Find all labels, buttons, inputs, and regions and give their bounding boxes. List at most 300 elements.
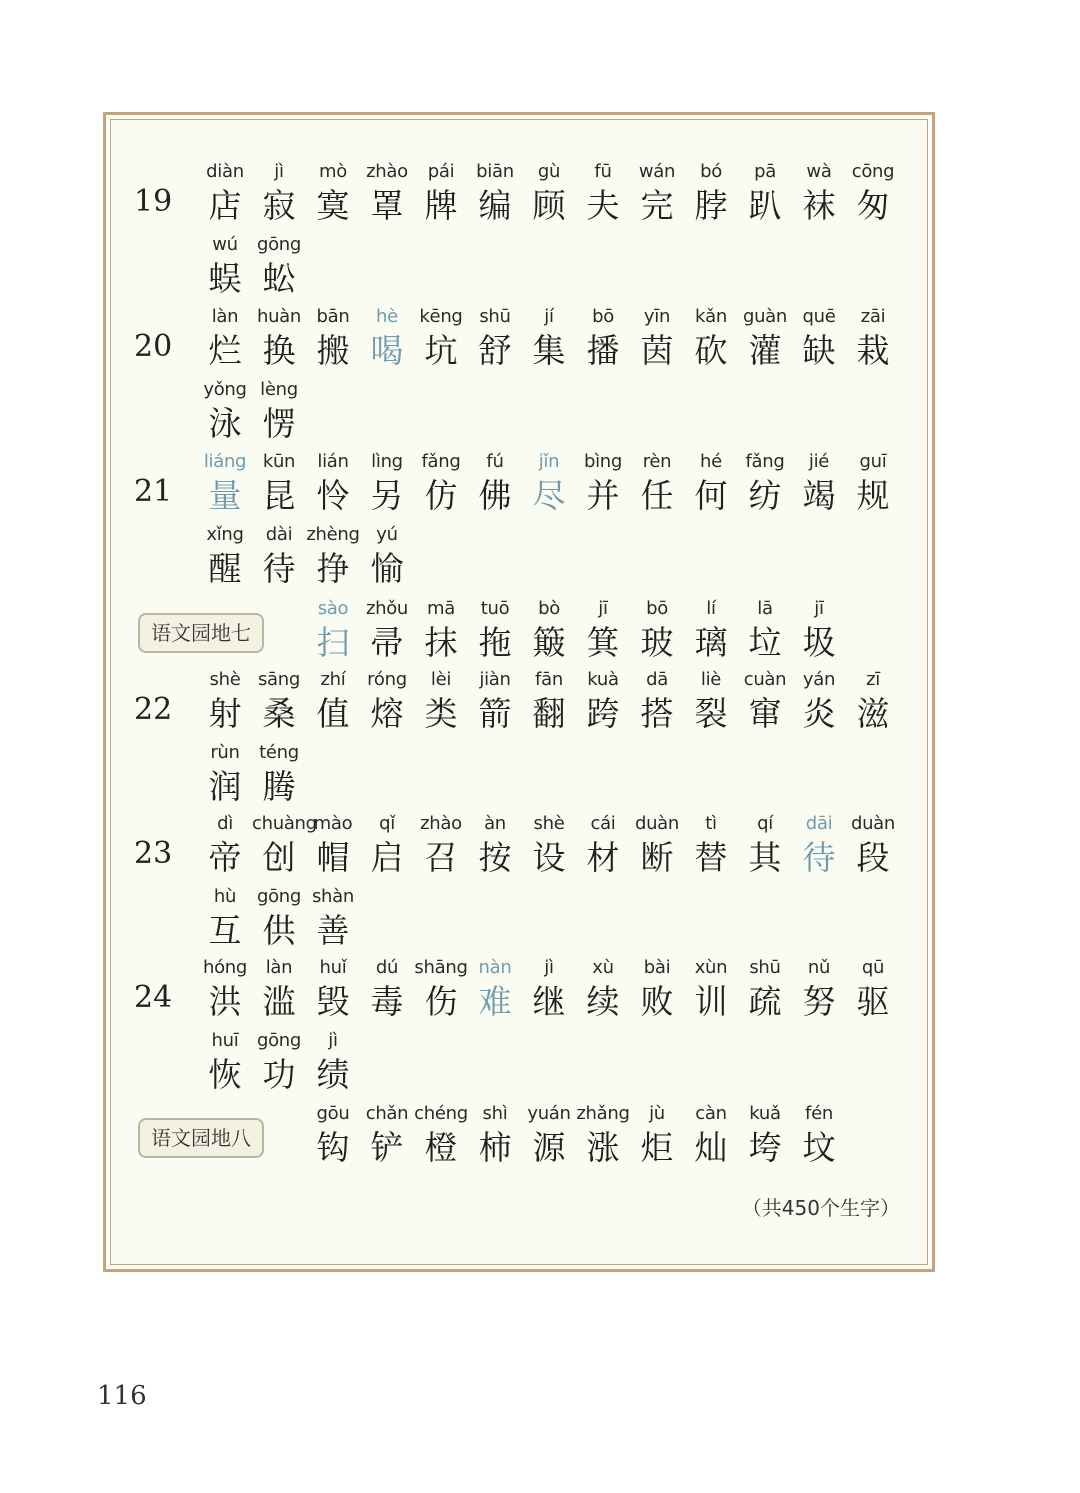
pinyin: shè (209, 669, 241, 690)
pinyin: sāng (257, 669, 301, 690)
pinyin: bò (538, 598, 560, 619)
pinyin: cuàn (743, 669, 787, 690)
char-cell (252, 450, 306, 520)
char-cell (414, 597, 468, 667)
pinyin: xùn (694, 957, 728, 978)
char-cell (360, 812, 414, 882)
hanzi: 段 (856, 838, 890, 877)
pinyin: jié (808, 451, 830, 472)
hanzi: 待 (802, 838, 836, 877)
char-cell (576, 956, 630, 1026)
pinyin: shū (749, 957, 781, 978)
hanzi: 扫 (316, 623, 350, 662)
lesson-number: 24 (134, 980, 173, 1015)
hanzi: 窜 (748, 694, 782, 733)
hanzi: 播 (586, 331, 620, 370)
pinyin: lèi (430, 669, 452, 690)
pinyin: zhào (366, 161, 408, 182)
pinyin: jì (274, 161, 284, 182)
char-cell (306, 668, 360, 738)
hanzi: 编 (478, 186, 512, 225)
pinyin: shū (479, 306, 511, 327)
pinyin: pā (754, 161, 776, 182)
char-row (0, 305, 1080, 375)
char-cell (360, 956, 414, 1026)
hanzi: 熔 (370, 694, 404, 733)
hanzi: 趴 (748, 186, 782, 225)
hanzi: 顾 (532, 186, 566, 225)
hanzi: 败 (640, 982, 674, 1021)
pinyin: qū (861, 957, 885, 978)
hanzi: 抹 (424, 623, 458, 662)
char-cell-polyphone (792, 812, 846, 882)
hanzi: 其 (748, 838, 782, 877)
hanzi: 涨 (586, 1128, 620, 1167)
hanzi: 璃 (694, 623, 728, 662)
hanzi: 量 (208, 476, 242, 515)
char-cell (306, 450, 360, 520)
hanzi: 帚 (370, 623, 404, 662)
char-cell (414, 160, 468, 230)
page-number: 116 (97, 1381, 147, 1411)
pinyin: lèng (260, 379, 298, 400)
hanzi: 恢 (208, 1055, 242, 1094)
hanzi: 箕 (586, 623, 620, 662)
hanzi: 炎 (802, 694, 836, 733)
pinyin: bài (643, 957, 671, 978)
char-cell (792, 956, 846, 1026)
pinyin: liáng (203, 451, 247, 472)
pinyin: kēng (419, 306, 463, 327)
hanzi: 栽 (856, 331, 890, 370)
pinyin: zhǒu (365, 598, 409, 619)
pinyin: rùn (210, 742, 240, 763)
pinyin: jiàn (479, 669, 511, 690)
pinyin: bō (646, 598, 668, 619)
hanzi: 翻 (532, 694, 566, 733)
char-cell (738, 305, 792, 375)
hanzi: 裂 (694, 694, 728, 733)
char-row (0, 668, 1080, 738)
pinyin: mā (427, 598, 455, 619)
char-cell (630, 597, 684, 667)
hanzi: 竭 (802, 476, 836, 515)
pinyin: quē (802, 306, 836, 327)
pinyin: fǎng (745, 451, 785, 472)
hanzi: 钩 (316, 1128, 350, 1167)
pinyin: mò (319, 161, 347, 182)
lesson-number: 23 (134, 836, 173, 871)
hanzi: 完 (640, 186, 674, 225)
pinyin: cōng (851, 161, 895, 182)
pinyin: duàn (850, 813, 896, 834)
pinyin: bō (592, 306, 614, 327)
char-cell (738, 812, 792, 882)
char-cell (252, 956, 306, 1026)
hanzi: 洪 (208, 982, 242, 1021)
char-cell (468, 597, 522, 667)
pinyin: gōng (256, 886, 302, 907)
pinyin: hè (376, 306, 398, 327)
hanzi: 创 (262, 838, 296, 877)
pinyin: xù (592, 957, 614, 978)
char-row (0, 160, 1080, 230)
char-cell (306, 523, 360, 593)
char-row (0, 233, 1080, 303)
pinyin: jī (814, 598, 824, 619)
pinyin: shè (533, 813, 565, 834)
hanzi: 何 (694, 476, 728, 515)
pinyin: zhèng (306, 524, 360, 545)
char-cell (630, 1102, 684, 1172)
hanzi: 砍 (694, 331, 728, 370)
char-cell (414, 956, 468, 1026)
char-cell (468, 1102, 522, 1172)
char-cell (414, 668, 468, 738)
pinyin: dāi (805, 813, 833, 834)
pinyin: càn (695, 1103, 727, 1124)
pinyin: bó (700, 161, 722, 182)
pinyin: zhào (420, 813, 462, 834)
char-cell (306, 885, 360, 955)
hanzi: 供 (262, 911, 296, 950)
hanzi: 玻 (640, 623, 674, 662)
hanzi: 蚣 (262, 259, 296, 298)
hanzi: 灿 (694, 1128, 728, 1167)
hanzi: 材 (586, 838, 620, 877)
char-cell (630, 956, 684, 1026)
pinyin: wú (212, 234, 238, 255)
pinyin: chuàng (252, 813, 317, 834)
char-cell (360, 668, 414, 738)
pinyin: yǒng (203, 379, 247, 400)
char-cell (360, 597, 414, 667)
hanzi: 值 (316, 694, 350, 733)
char-cell (630, 812, 684, 882)
hanzi: 功 (262, 1055, 296, 1094)
pinyin: dài (265, 524, 293, 545)
char-cell (360, 450, 414, 520)
char-row (0, 597, 1080, 667)
char-cell (630, 305, 684, 375)
hanzi: 坟 (802, 1128, 836, 1167)
char-row (0, 956, 1080, 1026)
hanzi: 店 (208, 186, 242, 225)
pinyin: huī (211, 1030, 239, 1051)
hanzi: 铲 (370, 1128, 404, 1167)
char-cell (792, 1102, 846, 1172)
char-cell (360, 523, 414, 593)
pinyin: làn (265, 957, 293, 978)
char-cell (738, 160, 792, 230)
hanzi: 善 (316, 911, 350, 950)
char-cell (576, 597, 630, 667)
hanzi: 规 (856, 476, 890, 515)
hanzi: 换 (262, 331, 296, 370)
hanzi: 疏 (748, 982, 782, 1021)
pinyin: huàn (256, 306, 302, 327)
hanzi: 昆 (262, 476, 296, 515)
char-cell (198, 956, 252, 1026)
char-cell (738, 1102, 792, 1172)
pinyin: hù (213, 886, 237, 907)
hanzi: 帝 (208, 838, 242, 877)
char-cell (522, 812, 576, 882)
char-row (0, 741, 1080, 811)
pinyin: dú (375, 957, 399, 978)
char-cell (846, 160, 900, 230)
pinyin: guàn (742, 306, 788, 327)
pinyin: fú (486, 451, 504, 472)
hanzi: 续 (586, 982, 620, 1021)
hanzi: 帽 (316, 838, 350, 877)
char-cell (198, 885, 252, 955)
pinyin: dā (646, 669, 668, 690)
char-cell (630, 668, 684, 738)
pinyin: kǎn (695, 306, 727, 327)
total-count: （共450个生字） (741, 1196, 900, 1220)
hanzi: 愣 (262, 404, 296, 443)
pinyin: xǐng (206, 524, 244, 545)
char-cell (252, 523, 306, 593)
pinyin: tuō (480, 598, 510, 619)
pinyin: fǎng (421, 451, 461, 472)
char-cell (792, 305, 846, 375)
char-cell (198, 233, 252, 303)
hanzi: 毒 (370, 982, 404, 1021)
char-cell (198, 378, 252, 448)
char-cell (522, 305, 576, 375)
pinyin: sào (317, 598, 349, 619)
section-badge: 语文园地八 (138, 1118, 264, 1158)
char-cell (846, 668, 900, 738)
pinyin: gōng (256, 234, 302, 255)
lesson-number: 20 (134, 329, 173, 364)
hanzi: 尽 (532, 476, 566, 515)
hanzi: 射 (208, 694, 242, 733)
pinyin: lián (317, 451, 349, 472)
char-cell (684, 450, 738, 520)
pinyin: gōng (256, 1030, 302, 1051)
hanzi: 寞 (316, 186, 350, 225)
char-cell (576, 668, 630, 738)
pinyin: liè (700, 669, 722, 690)
char-cell (306, 1102, 360, 1172)
hanzi: 滥 (262, 982, 296, 1021)
pinyin: fū (594, 161, 612, 182)
pinyin: yán (802, 669, 836, 690)
char-cell (684, 668, 738, 738)
pinyin: hé (700, 451, 722, 472)
hanzi: 训 (694, 982, 728, 1021)
char-cell (792, 668, 846, 738)
char-cell (414, 450, 468, 520)
char-cell (414, 812, 468, 882)
pinyin: jì (544, 957, 554, 978)
pinyin: pái (427, 161, 455, 182)
pinyin: zhǎng (576, 1103, 630, 1124)
hanzi: 绩 (316, 1055, 350, 1094)
char-cell (684, 160, 738, 230)
char-cell (198, 1029, 252, 1099)
pinyin: lìng (371, 451, 403, 472)
hanzi: 罩 (370, 186, 404, 225)
char-cell (684, 1102, 738, 1172)
pinyin: kuà (587, 669, 619, 690)
char-cell (252, 305, 306, 375)
char-cell (360, 160, 414, 230)
pinyin: bān (316, 306, 350, 327)
char-row (0, 523, 1080, 593)
char-cell-polyphone (306, 597, 360, 667)
char-cell (198, 668, 252, 738)
hanzi: 类 (424, 694, 458, 733)
hanzi: 召 (424, 838, 458, 877)
pinyin: zhí (320, 669, 346, 690)
char-cell-polyphone (198, 450, 252, 520)
char-cell (846, 450, 900, 520)
hanzi: 烂 (208, 331, 242, 370)
hanzi: 待 (262, 549, 296, 588)
char-cell (630, 450, 684, 520)
hanzi: 柿 (478, 1128, 512, 1167)
char-cell (576, 160, 630, 230)
hanzi: 设 (532, 838, 566, 877)
pinyin: cái (590, 813, 616, 834)
hanzi: 垃 (748, 623, 782, 662)
pinyin: qǐ (379, 813, 395, 834)
char-cell (252, 378, 306, 448)
pinyin: chǎn (365, 1103, 409, 1124)
pinyin: dì (217, 813, 233, 834)
hanzi: 驱 (856, 982, 890, 1021)
hanzi: 滋 (856, 694, 890, 733)
hanzi: 脖 (694, 186, 728, 225)
hanzi: 断 (640, 838, 674, 877)
pinyin: biān (476, 161, 514, 182)
char-cell (468, 812, 522, 882)
hanzi: 搭 (640, 694, 674, 733)
pinyin: fén (805, 1103, 833, 1124)
hanzi: 跨 (586, 694, 620, 733)
hanzi: 启 (370, 838, 404, 877)
pinyin: zī (866, 669, 880, 690)
section-badge: 语文园地七 (138, 613, 264, 653)
hanzi: 佛 (478, 476, 512, 515)
hanzi: 源 (532, 1128, 566, 1167)
pinyin: bìng (583, 451, 623, 472)
pinyin: wán (638, 161, 676, 182)
char-cell (522, 597, 576, 667)
char-cell (684, 305, 738, 375)
hanzi: 圾 (802, 623, 836, 662)
hanzi: 橙 (424, 1128, 458, 1167)
char-cell (630, 160, 684, 230)
char-cell (792, 597, 846, 667)
char-cell (846, 956, 900, 1026)
char-cell (792, 160, 846, 230)
pinyin: mào (313, 813, 353, 834)
hanzi: 醒 (208, 549, 242, 588)
char-cell (684, 597, 738, 667)
pinyin: shāng (414, 957, 468, 978)
hanzi: 继 (532, 982, 566, 1021)
char-cell (306, 305, 360, 375)
pinyin: nǔ (807, 957, 831, 978)
hanzi: 寂 (262, 186, 296, 225)
hanzi: 按 (478, 838, 512, 877)
hanzi: 腾 (262, 767, 296, 806)
hanzi: 牌 (424, 186, 458, 225)
pinyin: duàn (634, 813, 680, 834)
hanzi: 蜈 (208, 259, 242, 298)
char-cell (576, 305, 630, 375)
hanzi: 茵 (640, 331, 674, 370)
char-cell (684, 956, 738, 1026)
hanzi: 互 (208, 911, 242, 950)
char-cell (522, 160, 576, 230)
hanzi: 并 (586, 476, 620, 515)
char-cell (198, 812, 252, 882)
char-cell (252, 812, 317, 882)
lesson-number: 21 (134, 474, 173, 509)
pinyin: qí (757, 813, 773, 834)
hanzi: 缺 (802, 331, 836, 370)
hanzi: 拖 (478, 623, 512, 662)
pinyin: diàn (206, 161, 244, 182)
char-cell (738, 956, 792, 1026)
char-cell (468, 160, 522, 230)
hanzi: 匆 (856, 186, 890, 225)
pinyin: jí (544, 306, 554, 327)
hanzi: 替 (694, 838, 728, 877)
hanzi: 仿 (424, 476, 458, 515)
pinyin: jì (328, 1030, 338, 1051)
char-row (0, 450, 1080, 520)
hanzi: 簸 (532, 623, 566, 662)
char-row (0, 885, 1080, 955)
hanzi: 坑 (424, 331, 458, 370)
char-cell (306, 956, 360, 1026)
lesson-number: 22 (134, 692, 173, 727)
hanzi: 桑 (262, 694, 296, 733)
hanzi: 集 (532, 331, 566, 370)
hanzi: 纺 (748, 476, 782, 515)
char-cell (576, 812, 630, 882)
char-cell (522, 668, 576, 738)
char-cell (198, 741, 252, 811)
char-cell (522, 956, 576, 1026)
char-cell (738, 668, 792, 738)
pinyin: kuǎ (749, 1103, 781, 1124)
pinyin: shàn (311, 886, 355, 907)
hanzi: 舒 (478, 331, 512, 370)
hanzi: 夫 (586, 186, 620, 225)
pinyin: jù (649, 1103, 665, 1124)
pinyin: fān (535, 669, 563, 690)
char-cell (198, 160, 252, 230)
pinyin: nàn (478, 957, 512, 978)
char-cell (306, 160, 360, 230)
pinyin: shì (482, 1103, 508, 1124)
hanzi: 泳 (208, 404, 242, 443)
char-cell (306, 812, 360, 882)
hanzi: 灌 (748, 331, 782, 370)
pinyin: huǐ (319, 957, 347, 978)
pinyin: yuán (527, 1103, 571, 1124)
hanzi: 伤 (424, 982, 458, 1021)
pinyin: àn (484, 813, 506, 834)
